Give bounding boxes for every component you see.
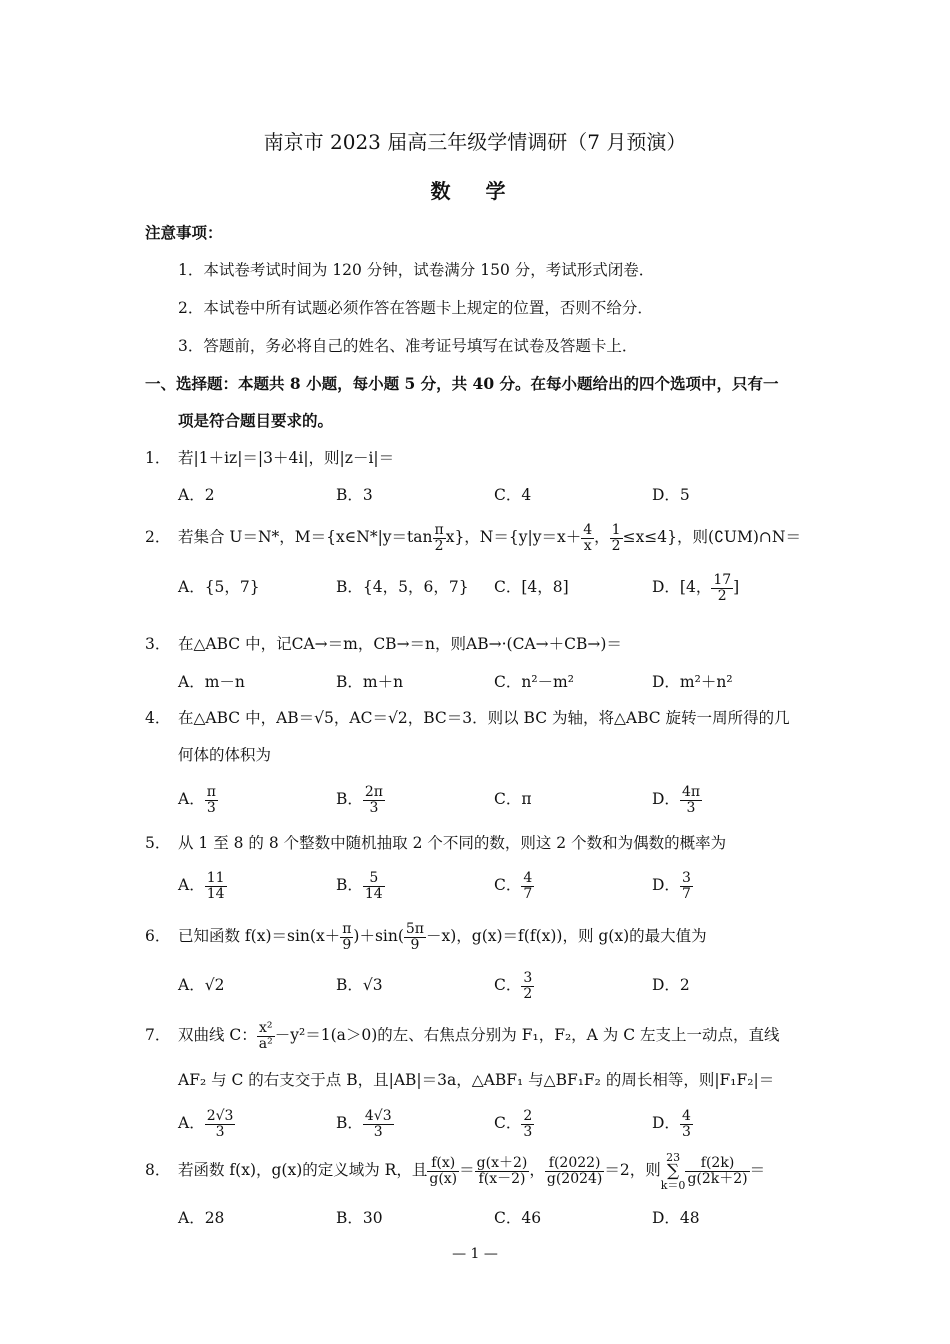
q4-number: 4． (145, 709, 171, 727)
q7-option-d: D． $\frac{4}{3}$ (652, 1107, 691, 1140)
q6-option-d: D．2 (652, 976, 690, 994)
section-heading-line1: 一、选择题：本题共 8 小题，每小题 5 分，共 40 分。在每小题给出的四个选项中，只有一 (145, 374, 779, 393)
q5-option-c: C． $\frac{4}{7}$ (494, 869, 533, 902)
q6-stem: 已知函数 f(x)＝sin(x＋ $\frac{\pi}{9}$ )＋sin( $\frac{5\pi}{9}$ －x)，g(x)＝f(f(x))，则 g(x)的最大值为 (178, 920, 707, 953)
q2-option-c: C．[4，8] (494, 578, 569, 596)
notes-heading: 注意事项： (145, 223, 223, 242)
q2-fraction-4-x: $\frac{4}{x}$ (583, 521, 593, 554)
q4-stem-line1: 在△ABC 中，AB＝√5，AC＝√2，BC＝3．则以 BC 为轴，将△ABC 旋转一周所得的几 (178, 709, 790, 727)
q2-fraction-17-2: $\frac{17}{2}$ (713, 571, 732, 604)
q4-option-b: B． $\frac{2\pi}{3}$ (336, 783, 383, 816)
q2-stem: 若集合 U＝N*，M＝{x∈N*|y＝tan $\frac{\pi}{2}$ x}，N＝{y|y＝x＋ $\frac{4}{x}$ ， $\frac{1}{2}$ ≤x≤4}，则(∁UM)∩N＝ (178, 521, 801, 554)
q2-number: 2． (145, 528, 171, 546)
q3-stem: 在△ABC 中，记CA→＝m，CB→＝n，则AB→·(CA→＋CB→)＝ (178, 635, 622, 653)
subject-title: 数 学 (430, 179, 520, 203)
q8-number: 8． (145, 1161, 171, 1179)
q6-option-c: C． $\frac{3}{2}$ (494, 969, 533, 1002)
q6-option-a: A．√2 (178, 976, 225, 994)
q8-option-a: A．28 (178, 1209, 225, 1227)
q4-stem-line2: 何体的体积为 (178, 746, 272, 764)
q7-number: 7． (145, 1026, 171, 1044)
q8-option-d: D．48 (652, 1209, 700, 1227)
q1-option-b: B．3 (336, 486, 373, 504)
q1-number: 1． (145, 449, 171, 467)
section-heading-line2: 项是符合题目要求的。 (178, 411, 334, 430)
q2-fraction-1-2: $\frac{1}{2}$ (611, 521, 621, 554)
q7-option-a: A． $\frac{2√3}{3}$ (178, 1107, 234, 1140)
q4-option-a: A． $\frac{\pi}{3}$ (178, 783, 216, 816)
exam-title: 南京市 2023 届高三年级学情调研（7 月预演） (263, 130, 687, 154)
q8-stem: 若函数 f(x)，g(x)的定义域为 R，且 $\frac{f(x)}{g(x)}$ ＝ $\frac{g(x+2)}{f(x-2)}$ ， $\frac{f(2022)}{g(2024)}$ ＝2，则 23 ∑ k＝0 $\frac{f(2k)}{g(2k+2)}$ ＝ (178, 1150, 766, 1192)
q5-stem: 从 1 至 8 的 8 个整数中随机抽取 2 个不同的数，则这 2 个数和为偶数的概率为 (178, 834, 727, 852)
q7-stem-line1: 双曲线 C： $\frac{\text{x²}}{\text{a²}}$ －y²＝1(a＞0)的左、右焦点分别为 F₁，F₂，A 为 C 左支上一动点，直线 (178, 1019, 780, 1052)
q8-option-b: B．30 (336, 1209, 383, 1227)
q1-stem: 若|1＋iz|＝|3＋4i|，则|z－i|＝ (178, 449, 395, 467)
q3-option-a: A．m－n (178, 673, 245, 691)
note-3: 3．答题前，务必将自己的姓名、准考证号填写在试卷及答题卡上． (178, 337, 638, 355)
q3-option-b: B．m＋n (336, 673, 404, 691)
note-2: 2．本试卷中所有试题必须作答在答题卡上规定的位置，否则不给分． (178, 299, 653, 317)
q7-option-b: B． $\frac{4√3}{3}$ (336, 1107, 392, 1140)
q2-fraction-pi-2: $\frac{\pi}{2}$ (434, 521, 444, 554)
q2-option-d: D．[4， $\frac{17}{2}$ ] (652, 571, 740, 604)
q3-option-c: C．n²－m² (494, 673, 574, 691)
q1-option-d: D．5 (652, 486, 690, 504)
q3-option-d: D．m²＋n² (652, 673, 733, 691)
q4-option-d: D． $\frac{4\pi}{3}$ (652, 783, 701, 816)
q2-option-b: B．{4，5，6，7} (336, 578, 469, 596)
q7-stem-line2: AF₂ 与 C 的右支交于点 B，且|AB|＝3a，△ABF₁ 与△BF₁F₂ 的周长相等，则|F₁F₂|＝ (178, 1071, 775, 1089)
q5-option-a: A． $\frac{11}{14}$ (178, 869, 225, 902)
q6-number: 6． (145, 927, 171, 945)
q2-option-a: A．{5，7} (178, 578, 260, 596)
q5-option-d: D． $\frac{3}{7}$ (652, 869, 691, 902)
q8-option-c: C．46 (494, 1209, 542, 1227)
q4-option-c: C．π (494, 790, 532, 808)
q1-option-a: A．2 (178, 486, 215, 504)
q7-option-c: C． $\frac{2}{3}$ (494, 1107, 533, 1140)
q1-option-c: C．4 (494, 486, 532, 504)
q5-number: 5． (145, 834, 171, 852)
q5-option-b: B． $\frac{5}{14}$ (336, 869, 383, 902)
page-number: — 1 — (452, 1246, 498, 1262)
q8-summation: 23 ∑ k＝0 (660, 1150, 686, 1192)
note-1: 1．本试卷考试时间为 120 分钟，试卷满分 150 分，考试形式闭卷． (178, 261, 655, 279)
q3-number: 3． (145, 635, 171, 653)
q6-option-b: B．√3 (336, 976, 383, 994)
